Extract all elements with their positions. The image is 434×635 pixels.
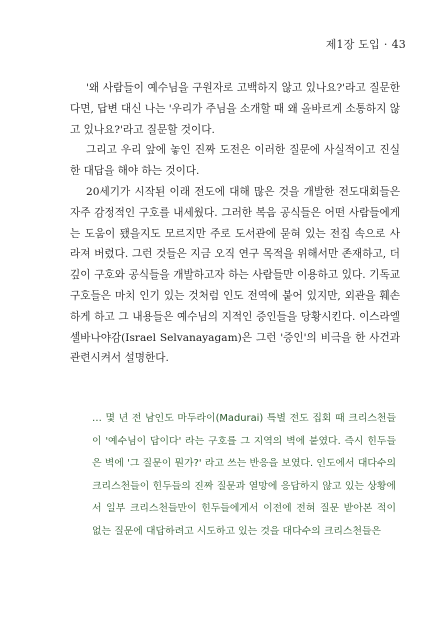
paragraph: '왜 사람들이 예수님을 구원자로 고백하지 않고 있나요?'라고 질문한다면, 답변 대신 나는 '우리가 주님을 소개할 때 왜 올바르게 소통하지 않고 있나요?'라고 질문할 것이다. [70,82,400,136]
block-quote [92,408,396,543]
header-separator: · [383,38,388,51]
quote-text: … 몇 년 전 남인도 마두라이(Madurai) 특별 전도 집회 때 크리스천들이 '예수님이 답이다' 라는 구호를 그 지역의 벽에 붙였다. 즉시 힌두들은 벽에 '그 질문이 뭔가?' 라고 쓰는 반응을 보였다. 인도에서 대다수의 크리스천들이 힌두들의 진짜 질문과 열망에 응답하지 않고 있는 상황에서 일부 크리스천들만이 힌두들에게서 이전에 전혀 질문 받아본 적이 없는 질문에 대답하려고 시도하고 있는 것을 대다수의 크리스천들은 [92,413,396,537]
paragraph: 그리고 우리 앞에 놓인 진짜 도전은 이러한 질문에 사실적이고 진실한 대답을 해야 하는 것이다. [70,144,400,178]
page-number: 43 [391,38,406,51]
chapter-title: 제1장 도입 [325,38,380,51]
running-head [326,38,406,52]
paragraph: 20세기가 시작된 이래 전도에 대해 많은 것을 개발한 전도대회들은 자주 감정적인 구호를 내세웠다. 그러한 복음 공식들은 어떤 사람들에게는 도움이 됐을지도 모르지만 주로 도서관에 묻혀 있는 전집 속으로 사라져 버렸다. 그런 것들은 지금 오직 연구 목적을 위해서만 존재하고, 더 깊이 구호와 공식들을 개발하고자 하는 사람들만 이용하고 있다. 기독교 구호들은 마치 인기 있는 것처럼 인도 전역에 붙어 있지만, 외관을 훼손하게 하고 그 내용들은 예수님의 지적인 증인들을 당황시킨다. 이스라엘 셀바나야감(Israel Selvanayagam)은 그런 '증인'의 비극을 한 사건과 관련시켜서 설명한다. [70,185,400,365]
body-text [70,78,400,369]
